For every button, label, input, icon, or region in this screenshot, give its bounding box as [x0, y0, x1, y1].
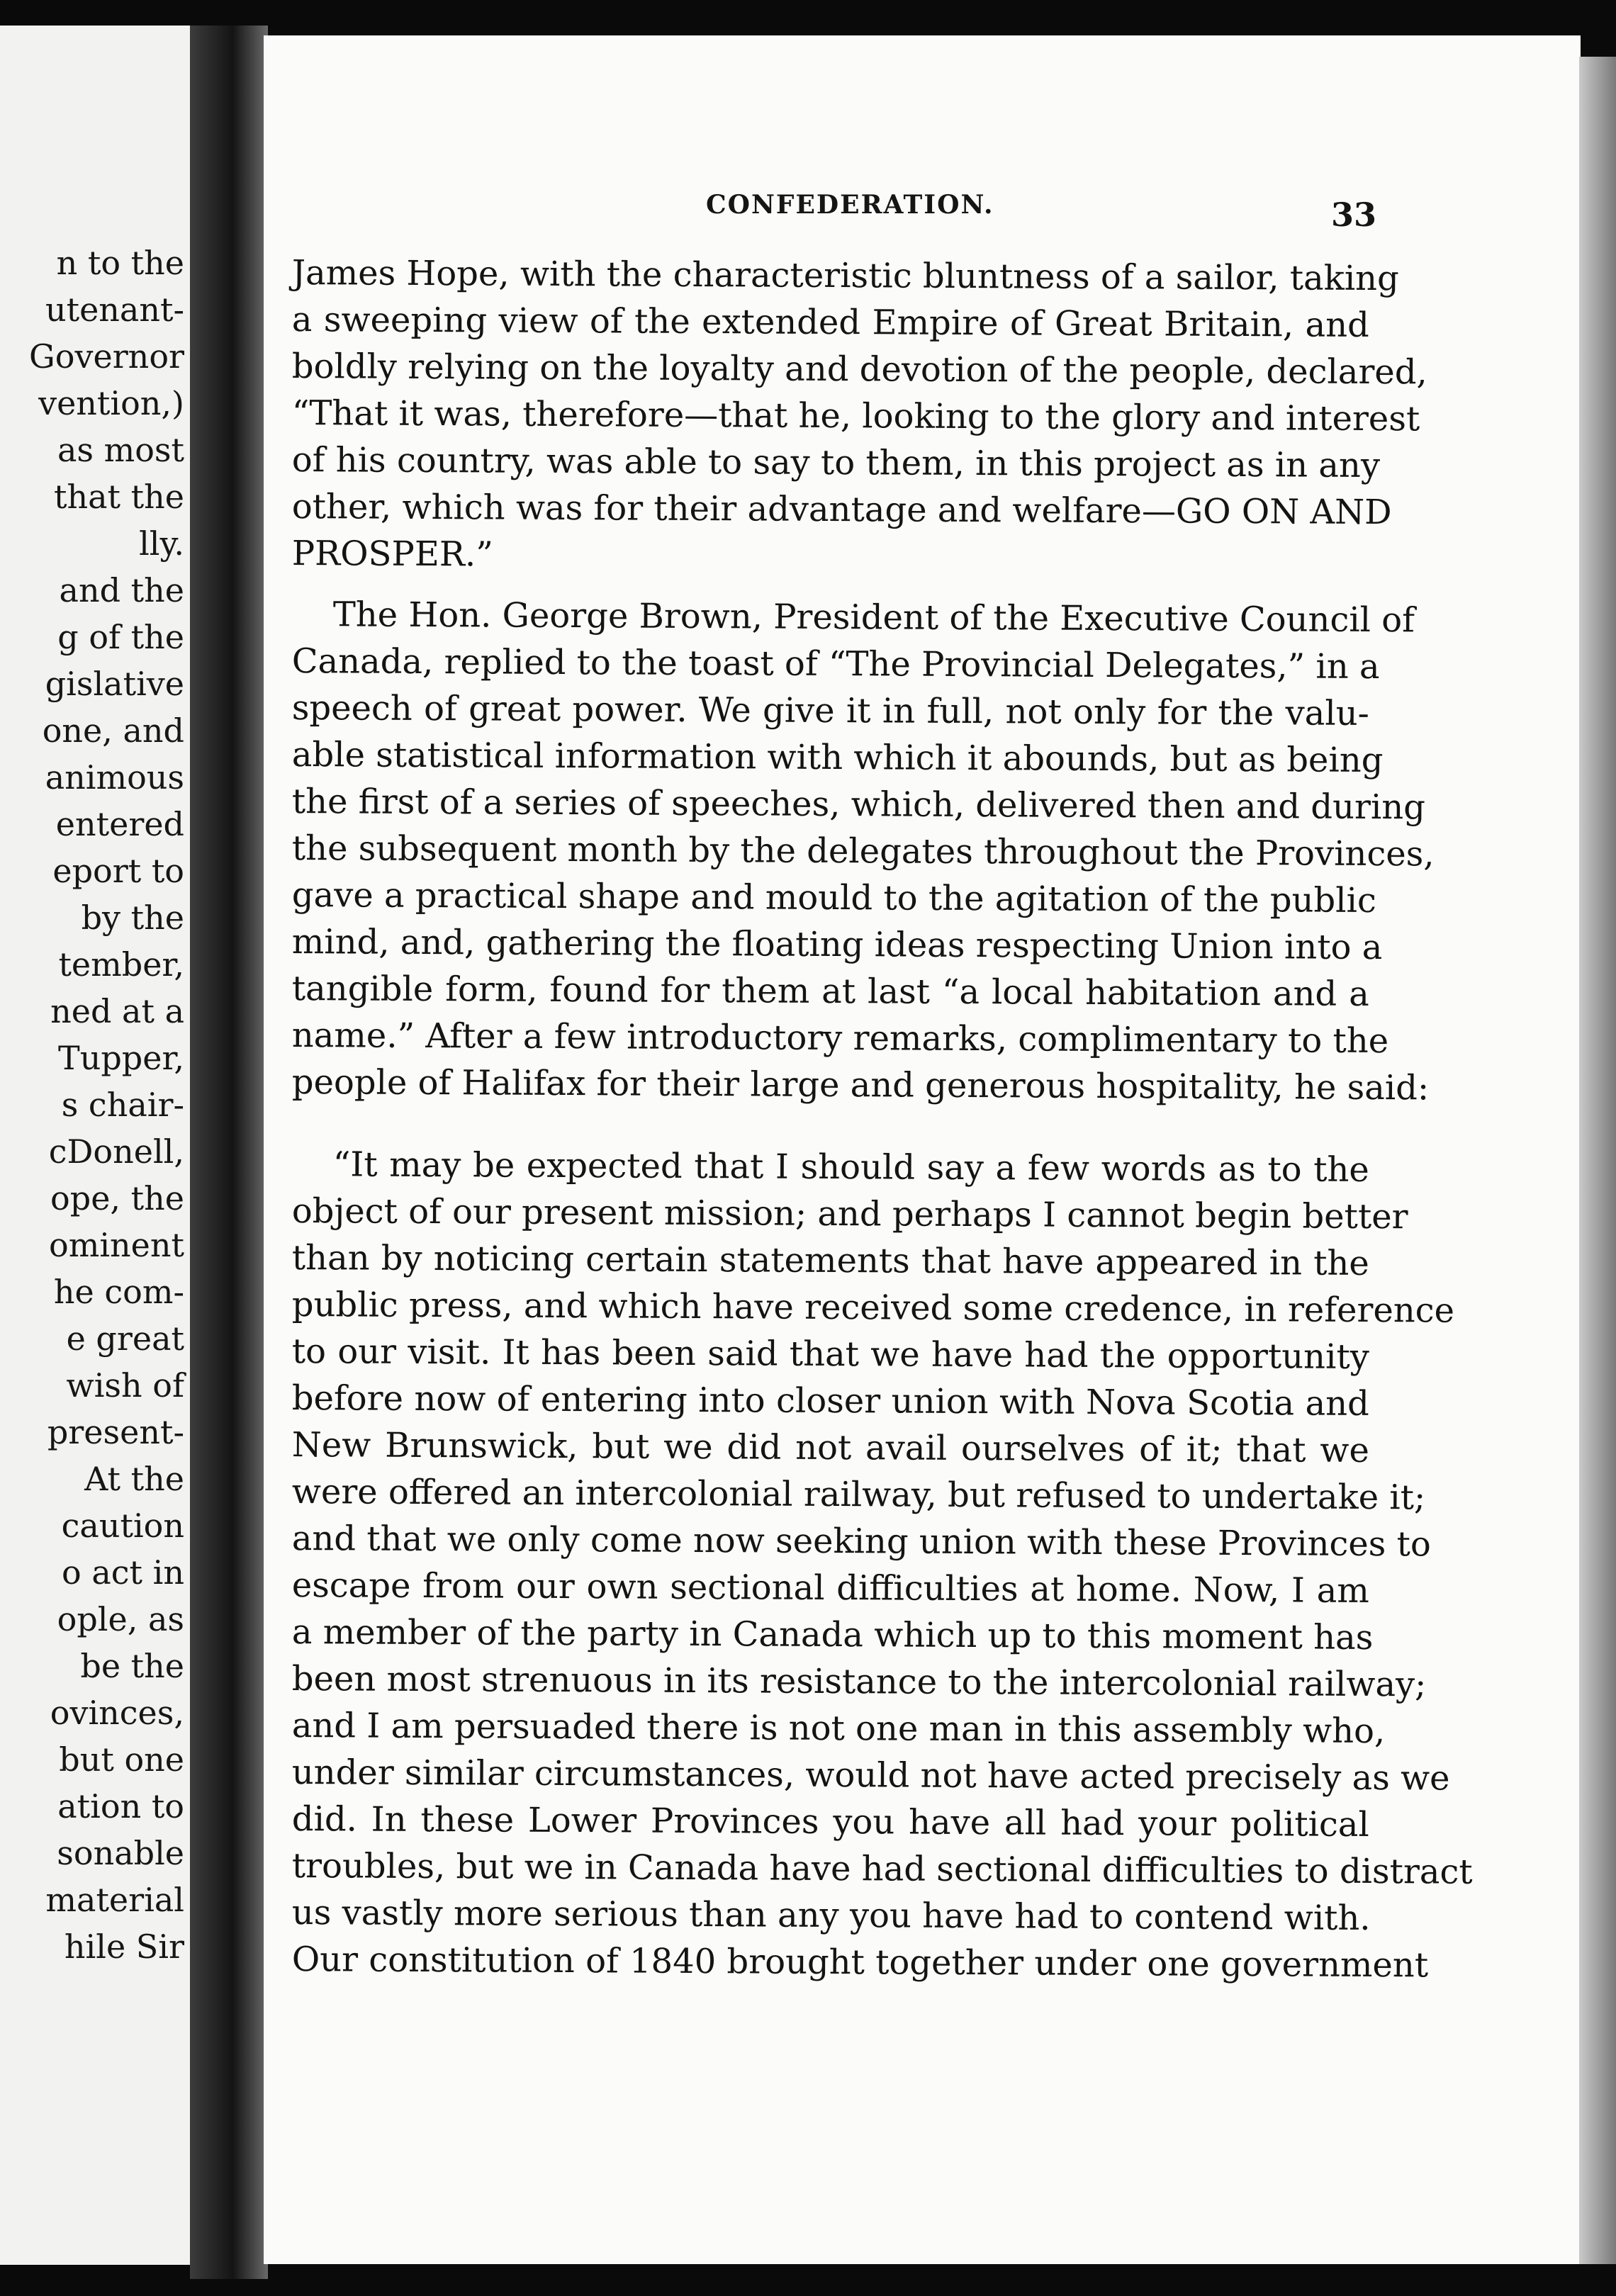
text-line: New Brunswick, but we did not avail ourselves of it; that we	[291, 1424, 1369, 1470]
left-page-line: ominent	[49, 1226, 184, 1264]
left-page-line: be the	[80, 1647, 184, 1685]
left-page-line: gislative	[45, 665, 184, 703]
left-page-line: e great	[66, 1319, 184, 1358]
text-line: PROSPER.”	[291, 533, 493, 575]
text-line: other, which was for their advantage and welfare—GO ON AND	[291, 486, 1392, 533]
text-line: did. In these Lower Provinces you have all had your political	[291, 1799, 1369, 1845]
left-page-line: by the	[81, 899, 184, 937]
left-page-line: ople, as	[57, 1600, 184, 1638]
left-page-line: Tupper,	[58, 1039, 184, 1077]
text-line: “It may be expected that I should say a few words as to the	[332, 1144, 1369, 1190]
text-line: speech of great power. We give it in full, not only for the valu-	[291, 687, 1369, 733]
text-line: troubles, but we in Canada have had sectional difficulties to distract	[291, 1846, 1473, 1892]
left-page-line: caution	[61, 1507, 184, 1545]
text-line: public press, and which have received some credence, in reference	[291, 1284, 1455, 1331]
text-line: mind, and, gathering the floating ideas respecting Union into a	[291, 921, 1383, 968]
left-page-line: animous	[45, 758, 184, 797]
text-line: the first of a series of speeches, which, delivered then and during	[291, 781, 1426, 828]
text-line: able statistical information with which it abounds, but as being	[291, 734, 1384, 781]
page-number: 33	[1331, 196, 1377, 234]
text-line: people of Halifax for their large and generous hospitality, he said:	[291, 1062, 1430, 1108]
text-line: before now of entering into closer union with Nova Scotia and	[291, 1378, 1369, 1424]
text-line: escape from our own sectional difficulties at home. Now, I am	[291, 1565, 1369, 1611]
left-page-line: utenant-	[45, 291, 184, 329]
text-line: were offered an intercolonial railway, but refused to undertake it;	[291, 1472, 1426, 1518]
left-page-line: entered	[55, 805, 184, 843]
text-line: the subsequent month by the delegates throughout the Provinces,	[291, 828, 1435, 874]
left-page-line: At the	[84, 1460, 184, 1498]
text-line: James Hope, with the characteristic bluntness of a sailor, taking	[291, 252, 1399, 299]
left-page	[0, 26, 190, 2265]
left-page-line: s chair-	[61, 1086, 184, 1124]
text-line: “That it was, therefore—that he, looking to the glory and interest	[291, 393, 1420, 439]
left-page-line: as most	[57, 431, 184, 469]
text-line: and that we only come now seeking union with these Provinces to	[291, 1519, 1431, 1565]
text-line: boldly relying on the loyalty and devotion of the people, declared,	[291, 346, 1427, 393]
left-page-line: material	[45, 1881, 184, 1919]
left-page-line: hile Sir	[64, 1928, 184, 1966]
text-line: under similar circumstances, would not have acted precisely as we	[291, 1752, 1450, 1799]
book-gutter	[190, 26, 268, 2279]
left-page-line: lly.	[139, 524, 184, 563]
text-line: than by noticing certain statements that have appeared in the	[291, 1237, 1369, 1283]
left-page-line: n to the	[56, 244, 184, 282]
page-edge-shadow	[1579, 57, 1616, 2264]
left-page-line: present-	[47, 1413, 184, 1451]
text-line: object of our present mission; and perhaps I cannot begin better	[291, 1191, 1408, 1237]
left-page-line: wish of	[66, 1366, 184, 1405]
left-page-line: cDonell,	[48, 1132, 184, 1171]
text-line: tangible form, found for them at last “a local habitation and a	[291, 968, 1369, 1014]
left-page-line: he com-	[53, 1273, 184, 1311]
text-line: The Hon. George Brown, President of the Executive Council of	[332, 595, 1415, 641]
left-page-line: ope, the	[50, 1179, 184, 1217]
text-line: a member of the party in Canada which up to this moment has	[291, 1612, 1374, 1658]
text-line: a sweeping view of the extended Empire of Great Britain, and	[291, 299, 1369, 345]
left-page-line: and the	[59, 571, 184, 609]
text-line: gave a practical shape and mould to the agitation of the public	[291, 874, 1376, 921]
text-line: and I am persuaded there is not one man in this assembly who,	[291, 1706, 1386, 1752]
text-line: Canada, replied to the toast of “The Provincial Delegates,” in a	[291, 641, 1380, 687]
text-line: of his country, was able to say to them, in this project as in any	[291, 439, 1381, 486]
left-page-line: that the	[54, 478, 184, 516]
left-page-line: tember,	[58, 945, 184, 984]
left-page-line: o act in	[62, 1553, 184, 1592]
text-line: us vastly more serious than any you have had to contend with.	[291, 1893, 1371, 1938]
left-page-line: vention,)	[38, 384, 184, 422]
text-line: Our constitution of 1840 brought together under one government	[291, 1940, 1429, 1986]
left-page-line: ation to	[57, 1787, 184, 1825]
text-line: name.” After a few introductory remarks, complimentary to the	[291, 1015, 1389, 1062]
left-page-line: but one	[59, 1740, 184, 1779]
left-page-line: sonable	[57, 1834, 184, 1872]
left-page-line: ned at a	[50, 992, 184, 1030]
left-page-line: Governor	[29, 337, 184, 376]
text-line: to our visit. It has been said that we have had the opportunity	[291, 1331, 1369, 1377]
text-line: been most strenuous in its resistance to the intercolonial railway;	[291, 1659, 1427, 1705]
running-head: CONFEDERATION.	[706, 190, 994, 220]
left-page-line: ovinces,	[50, 1694, 184, 1732]
left-page-line: one, and	[42, 711, 184, 750]
left-page-line: eport to	[52, 852, 184, 890]
left-page-line: g of the	[57, 618, 184, 656]
